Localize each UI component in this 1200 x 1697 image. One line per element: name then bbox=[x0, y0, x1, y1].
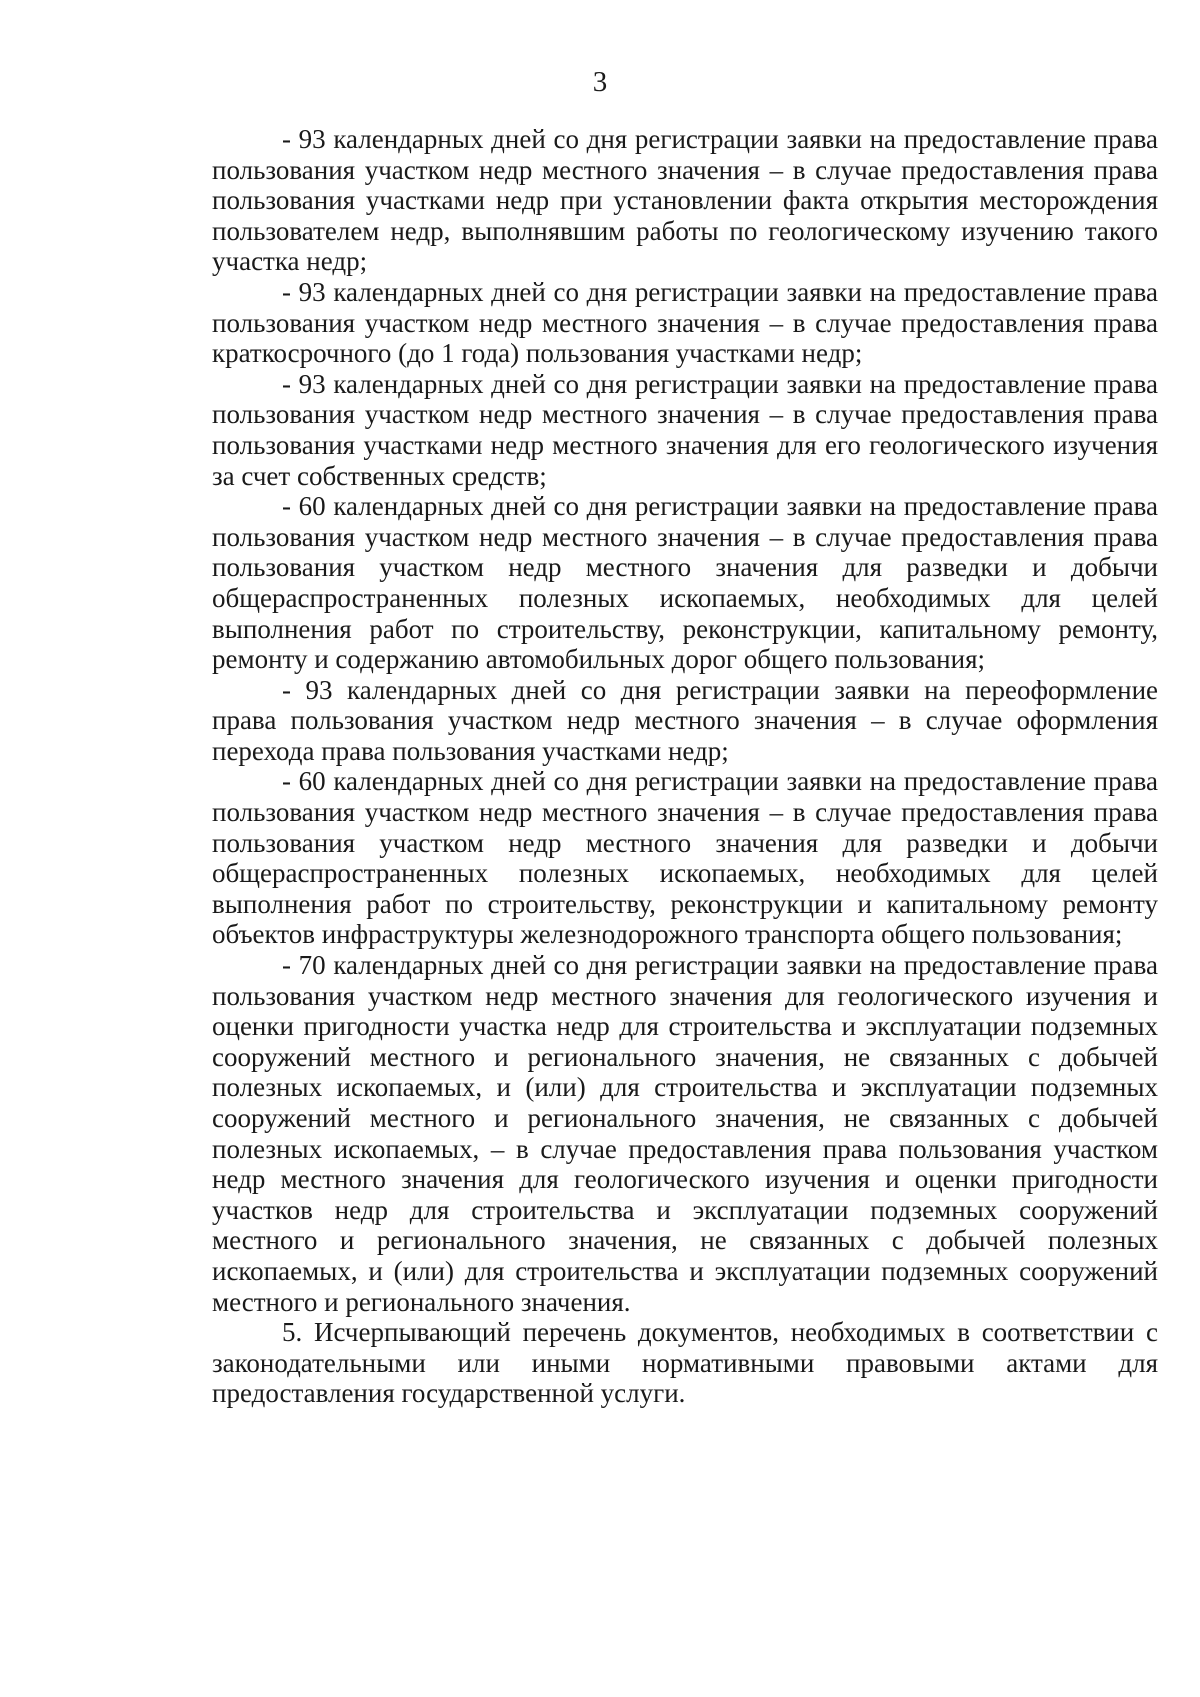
document-body bbox=[212, 124, 1158, 1409]
term-item-60-days-road-works: - 60 календарных дней со дня регистрации заявки на предоставление права пользования участком недр местного значения – в случае предоставления права пользования участком недр местного значения для разведки и добычи общераспространенных полезных ископаемых, необходимых для целей выполнения работ по строительству, реконструкции, капитальному ремонту, ремонту и содержанию автомобильных дорог общего пользования; bbox=[212, 491, 1158, 675]
term-item-93-days-short-term-use: - 93 календарных дней со дня регистрации заявки на предоставление права пользования участком недр местного значения – в случае предоставления права краткосрочного (до 1 года) пользования участками недр; bbox=[212, 276, 1158, 369]
term-item-70-days-underground-structures: - 70 календарных дней со дня регистрации заявки на предоставление права пользования участком недр местного значения для геологического изучения и оценки пригодности участка недр для строительства и эксплуатации подземных сооружений местного и регионального значения, не связанных с добычей полезных ископаемых, и (или) для строительства и эксплуатации подземных сооружений местного и регионального значения, не связанных с добычей полезных ископаемых, – в случае предоставления права пользования участком недр местного значения для геологического изучения и оценки пригодности участков недр для строительства и эксплуатации подземных сооружений местного и регионального значения, не связанных с добычей полезных ископаемых, и (или) для строительства и эксплуатации подземных сооружений местного и регионального значения. bbox=[212, 950, 1158, 1317]
page-number: 3 bbox=[592, 66, 608, 98]
term-item-93-days-geological-study: - 93 календарных дней со дня регистрации заявки на предоставление права пользования участком недр местного значения – в случае предоставления права пользования участками недр местного значения для его геологического изучения за счет собственных средств; bbox=[212, 368, 1158, 491]
term-item-93-days-reissue: - 93 календарных дней со дня регистрации заявки на переоформление права пользования участком недр местного значения – в случае оформления перехода права пользования участками недр; bbox=[212, 674, 1158, 766]
term-item-60-days-railway-works: - 60 календарных дней со дня регистрации заявки на предоставление права пользования участком недр местного значения – в случае предоставления права пользования участком недр местного значения для разведки и добычи общераспространенных полезных ископаемых, необходимых для целей выполнения работ по строительству, реконструкции и капитальному ремонту объектов инфраструктуры железнодорожного транспорта общего пользования; bbox=[212, 766, 1158, 950]
term-item-93-days-deposit-discovery: - 93 календарных дней со дня регистрации заявки на предоставление права пользования участком недр местного значения – в случае предоставления права пользования участками недр при установлении факта открытия месторождения пользователем недр, выполнявшим работы по геологическому изучению такого участка недр; bbox=[212, 124, 1158, 277]
section-5-documents-list: 5. Исчерпывающий перечень документов, необходимых в соответствии с законодательными или иными нормативными правовыми актами для предоставления государственной услуги. bbox=[212, 1317, 1158, 1409]
